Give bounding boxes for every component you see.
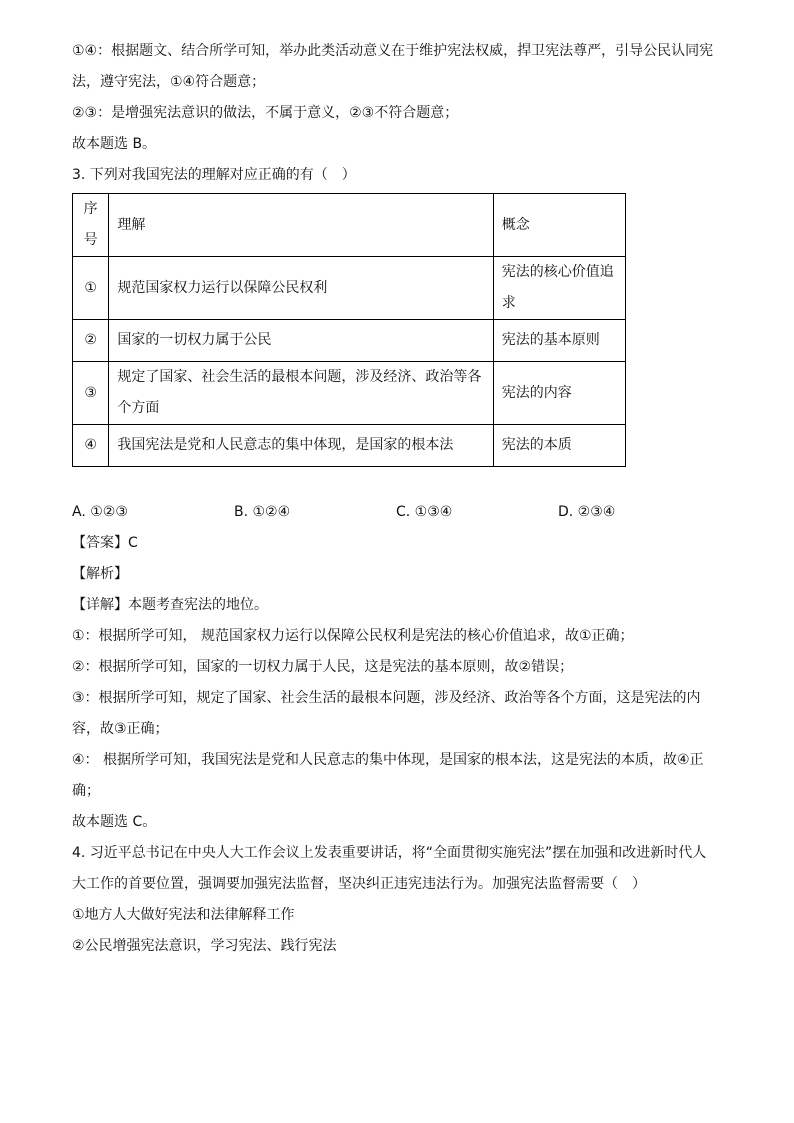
detail-line: ④： 根据所学可知，我国宪法是党和人民意志的集中体现，是国家的根本法，这是宪法的本质，故④正 <box>72 752 704 768</box>
row-concept-line: 求 <box>501 295 516 311</box>
option-d[interactable]: D. ②③④ <box>558 504 616 520</box>
detail-line: ③：根据所学可知，规定了国家、社会生活的最根本问题，涉及经济、政治等各个方面，这是宪法的内 <box>72 690 701 706</box>
row-number: ③ <box>73 362 109 425</box>
question-stem: 大工作的首要位置，强调要加强宪法监督，坚决纠正违宪违法行为。加强宪法监督需要（ ） <box>72 876 646 892</box>
row-concept: 宪法的本质 <box>493 425 625 467</box>
previous-answer-analysis <box>72 36 728 160</box>
table-header-row <box>73 194 626 257</box>
analysis-line: ①④：根据题文、结合所学可知，举办此类活动意义在于维护宪法权威，捍卫宪法尊严，引导公民认同宪 <box>72 43 714 59</box>
detail-line: 确； <box>72 783 100 799</box>
question-3 <box>72 160 728 838</box>
answer-label: 【答案】C <box>72 535 138 551</box>
row-understanding: 规范国家权力运行以保障公民权利 <box>109 257 493 320</box>
detail-line: 容，故③正确； <box>72 721 169 737</box>
question-stem: 3. 下列对我国宪法的理解对应正确的有（ ） <box>72 167 356 183</box>
question-stem: 4. 习近平总书记在中央人大工作会议上发表重要讲话，将“全面贯彻实施宪法”摆在加强和改进新时代人 <box>72 845 707 861</box>
table-row <box>73 425 626 467</box>
row-understanding-line: 个方面 <box>117 400 160 416</box>
option-a[interactable]: A. ①②③ <box>72 504 128 520</box>
constitution-table <box>72 193 626 467</box>
detail-line: 【详解】本题考查宪法的地位。 <box>72 597 268 613</box>
question-choice: ②公民增强宪法意识，学习宪法、践行宪法 <box>72 938 337 954</box>
answer-options <box>72 497 728 528</box>
row-concept: 宪法的基本原则 <box>493 320 625 362</box>
header-understanding: 理解 <box>109 194 493 257</box>
header-number <box>73 194 109 257</box>
analysis-line: 故本题选 B。 <box>72 136 157 152</box>
analysis-label: 【解析】 <box>72 566 128 582</box>
row-understanding <box>109 362 493 425</box>
detail-line: 故本题选 C。 <box>72 814 157 830</box>
question-choice: ①地方人大做好宪法和法律解释工作 <box>72 907 295 923</box>
detail-line: ①：根据所学可知， 规范国家权力运行以保障公民权利是宪法的核心价值追求，故①正确； <box>72 628 634 644</box>
header-concept: 概念 <box>493 194 625 257</box>
row-number: ④ <box>73 425 109 467</box>
row-number: ② <box>73 320 109 362</box>
row-understanding-line: 规定了国家、社会生活的最根本问题，涉及经济、政治等各 <box>117 369 482 385</box>
analysis-line: 法，遵守宪法，①④符合题意； <box>72 74 266 90</box>
table-row <box>73 362 626 425</box>
document-page <box>72 36 728 962</box>
detail-line: ②：根据所学可知，国家的一切权力属于人民，这是宪法的基本原则，故②错误； <box>72 659 574 675</box>
header-number-line: 号 <box>83 232 98 248</box>
row-concept-line: 宪法的核心价值追 <box>501 264 614 280</box>
question-4 <box>72 838 728 962</box>
table-row <box>73 257 626 320</box>
header-number-line: 序 <box>83 201 98 217</box>
table-row <box>73 320 626 362</box>
row-concept <box>493 257 625 320</box>
row-understanding: 国家的一切权力属于公民 <box>109 320 493 362</box>
analysis-line: ②③：是增强宪法意识的做法，不属于意义，②③不符合题意； <box>72 105 459 121</box>
row-concept: 宪法的内容 <box>493 362 625 425</box>
row-number: ① <box>73 257 109 320</box>
row-understanding: 我国宪法是党和人民意志的集中体现，是国家的根本法 <box>109 425 493 467</box>
option-c[interactable]: C. ①③④ <box>396 504 453 520</box>
option-b[interactable]: B. ①②④ <box>234 504 291 520</box>
